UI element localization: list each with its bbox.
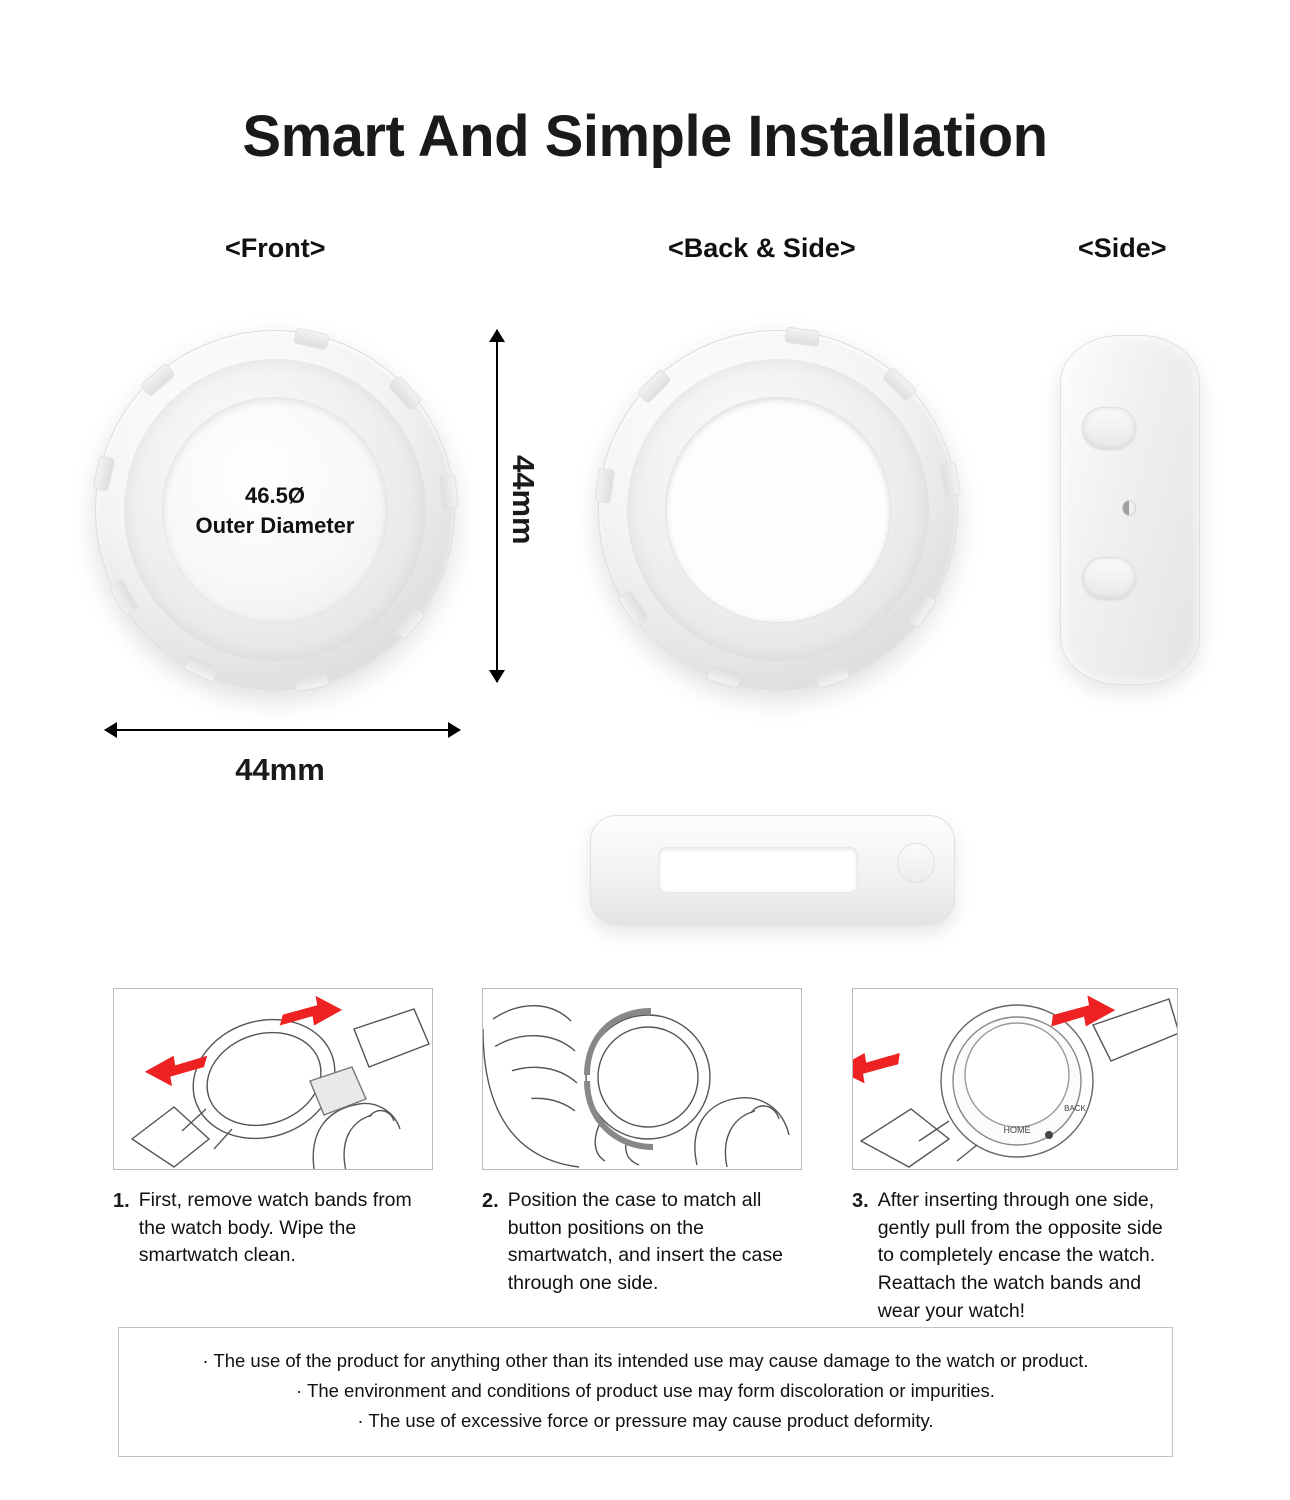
outer-diameter-value: 46.5Ø bbox=[245, 483, 305, 509]
step-3-caption bbox=[852, 1187, 1178, 1325]
bottom-side-view-illustration bbox=[590, 815, 955, 925]
note-line-2: · The environment and conditions of product use may form discoloration or impurities. bbox=[296, 1379, 995, 1401]
width-dimension-line bbox=[105, 729, 460, 731]
side-sensor-mark bbox=[1122, 500, 1136, 516]
width-dimension-label: 44mm bbox=[235, 752, 325, 787]
step-1 bbox=[113, 988, 433, 1270]
case-bottom-window bbox=[658, 847, 858, 893]
note-line-1: · The use of the product for anything other than its intended use may cause damage to the watch or product. bbox=[202, 1350, 1089, 1371]
height-dimension-label: 44mm bbox=[506, 455, 541, 545]
side-view-illustration bbox=[1060, 335, 1200, 685]
page-title: Smart And Simple Installation bbox=[242, 104, 1048, 169]
side-button-bottom-cutout bbox=[1082, 557, 1136, 599]
case-bottom-knob bbox=[897, 843, 935, 883]
view-label-side: <Side> bbox=[1078, 233, 1167, 263]
step-1-text: First, remove watch bands from the watch body. Wipe the smartwatch clean. bbox=[138, 1189, 412, 1267]
case-back-opening bbox=[666, 398, 889, 621]
step-2-number: 2. bbox=[482, 1190, 499, 1212]
step-3-number: 3. bbox=[852, 1190, 869, 1212]
step-1-image bbox=[113, 988, 433, 1170]
watch-back-label: BACK bbox=[1064, 1104, 1086, 1113]
outer-diameter-label: Outer Diameter bbox=[195, 512, 355, 538]
warning-notes-box bbox=[118, 1327, 1173, 1457]
case-inner-opening bbox=[163, 398, 386, 621]
step-1-caption bbox=[113, 1187, 433, 1270]
step-3-image bbox=[852, 988, 1178, 1170]
view-label-back-side: <Back & Side> bbox=[668, 233, 856, 263]
watch-home-label: HOME bbox=[1003, 1125, 1031, 1135]
step-3 bbox=[852, 988, 1172, 1325]
front-view-illustration bbox=[95, 330, 455, 690]
back-view-illustration bbox=[598, 330, 958, 690]
step-2-image bbox=[482, 988, 802, 1170]
step-2-text: Position the case to match all button positions on the smartwatch, and insert the case through one side. bbox=[507, 1189, 783, 1295]
step-3-text: After inserting through one side, gently pull from the opposite side to completely encase the watch. Reattach the watch bands and wear your watch! bbox=[877, 1189, 1163, 1322]
side-button-top-cutout bbox=[1082, 407, 1136, 449]
step-2-caption bbox=[482, 1187, 802, 1298]
height-dimension-line bbox=[496, 330, 498, 682]
note-line-3: · The use of excessive force or pressure may cause product deformity. bbox=[357, 1409, 934, 1431]
view-label-front: <Front> bbox=[225, 233, 326, 263]
step-2 bbox=[482, 988, 802, 1298]
step-1-number: 1. bbox=[113, 1190, 130, 1212]
